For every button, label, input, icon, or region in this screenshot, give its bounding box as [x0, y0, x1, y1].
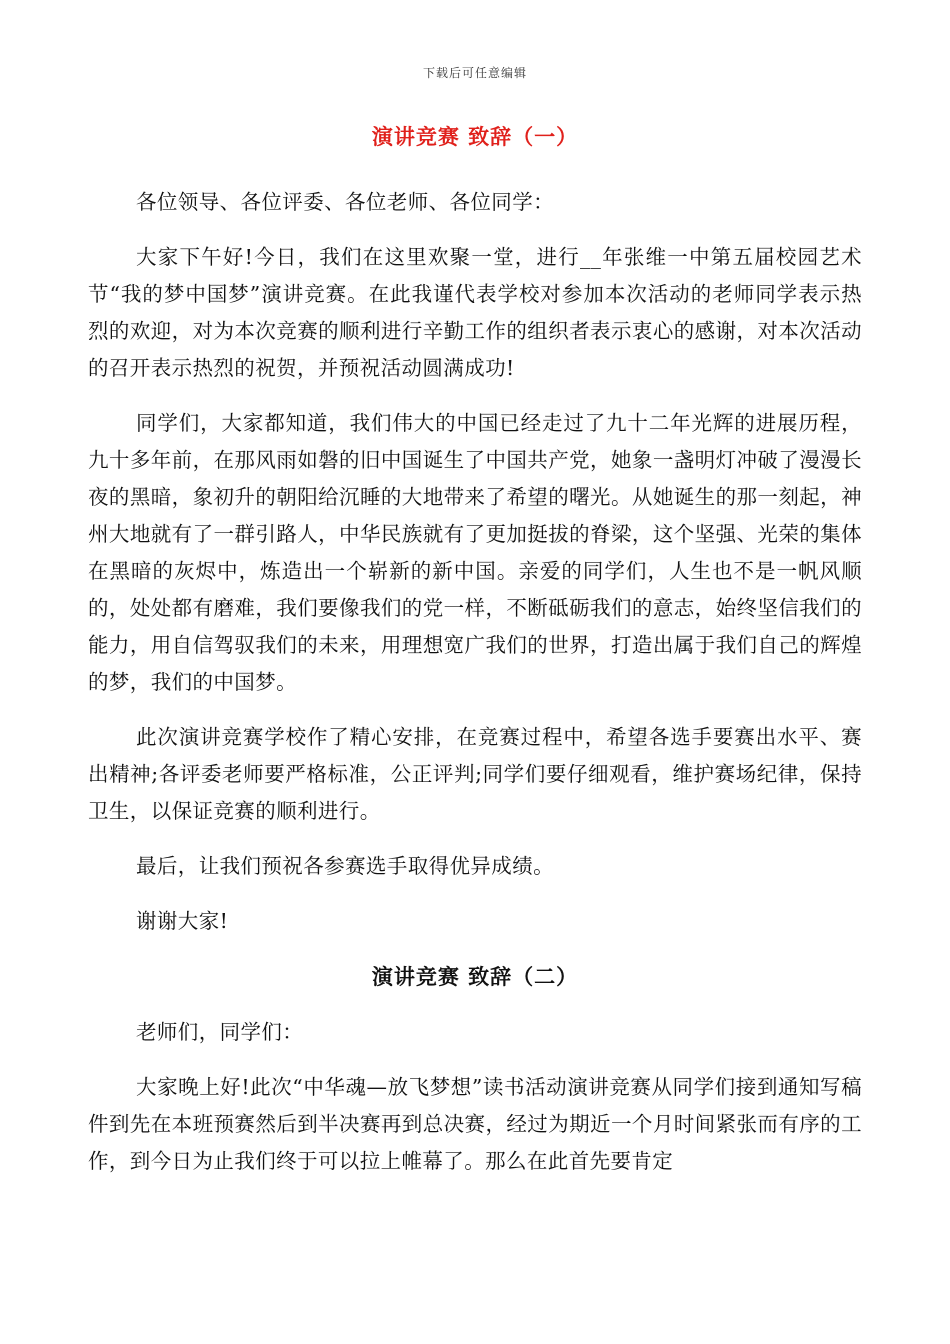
section1-salutation: 各位领导、各位评委、各位老师、各位同学：: [136, 190, 554, 214]
section1-title: 演讲竞赛 致辞（一）: [371, 124, 579, 149]
section1-paragraph-4: 最后，让我们预祝各参赛选手取得优异成绩。: [136, 854, 554, 878]
section2-paragraph-1: 大家晚上好!此次“中华魂—放飞梦想”读书活动演讲竞赛从同学们接到通知写稿件到先在本班预赛然后到半决赛再到总决赛，经过为期近一个月时间紧张而有序的工作，到今日为止我们终于可以拉上帷幕了。那么在此首先要肯定: [88, 1075, 862, 1173]
section1-closing: 谢谢大家!: [136, 909, 229, 933]
section1-paragraph-1: 大家下午好!今日，我们在这里欢聚一堂，进行__年张维一中第五届校园艺术节“我的梦中国梦”演讲竞赛。在此我谨代表学校对参加本次活动的老师同学表示热烈的欢迎，对为本次竞赛的顺利进行辛勤工作的组织者表示衷心的感谢，对本次活动的召开表示热烈的祝贺，并预祝活动圆满成功!: [88, 245, 862, 380]
header-note: 下载后可任意编辑: [422, 66, 527, 80]
section2-title: 演讲竞赛 致辞（二）: [371, 964, 579, 989]
section1-paragraph-2: 同学们，大家都知道，我们伟大的中国已经走过了九十二年光辉的进展历程，九十多年前，在那风雨如磐的旧中国诞生了中国共产党，她象一盏明灯冲破了漫漫长夜的黑暗，象初升的朝阳给沉睡的大地带来了希望的曙光。从她诞生的那一刻起，神州大地就有了一群引路人，中华民族就有了更加挺拔的脊梁，这个坚强、光荣的集体在黑暗的灰烬中，炼造出一个崭新的新中国。亲爱的同学们，人生也不是一帆风顺的，处处都有磨难，我们要像我们的党一样，不断砥砺我们的意志，始终坚信我们的能力，用自信驾驭我们的未来，用理想宽广我们的世界，打造出属于我们自己的辉煌的梦，我们的中国梦。: [88, 411, 862, 694]
section1-paragraph-3: 此次演讲竞赛学校作了精心安排，在竞赛过程中，希望各选手要赛出水平、赛出精神;各评委老师要严格标准，公正评判;同学们要仔细观看，维护赛场纪律，保持卫生，以保证竞赛的顺利进行。: [88, 725, 862, 823]
section2-salutation: 老师们，同学们：: [136, 1020, 304, 1044]
document-body: [88, 118, 862, 1180]
